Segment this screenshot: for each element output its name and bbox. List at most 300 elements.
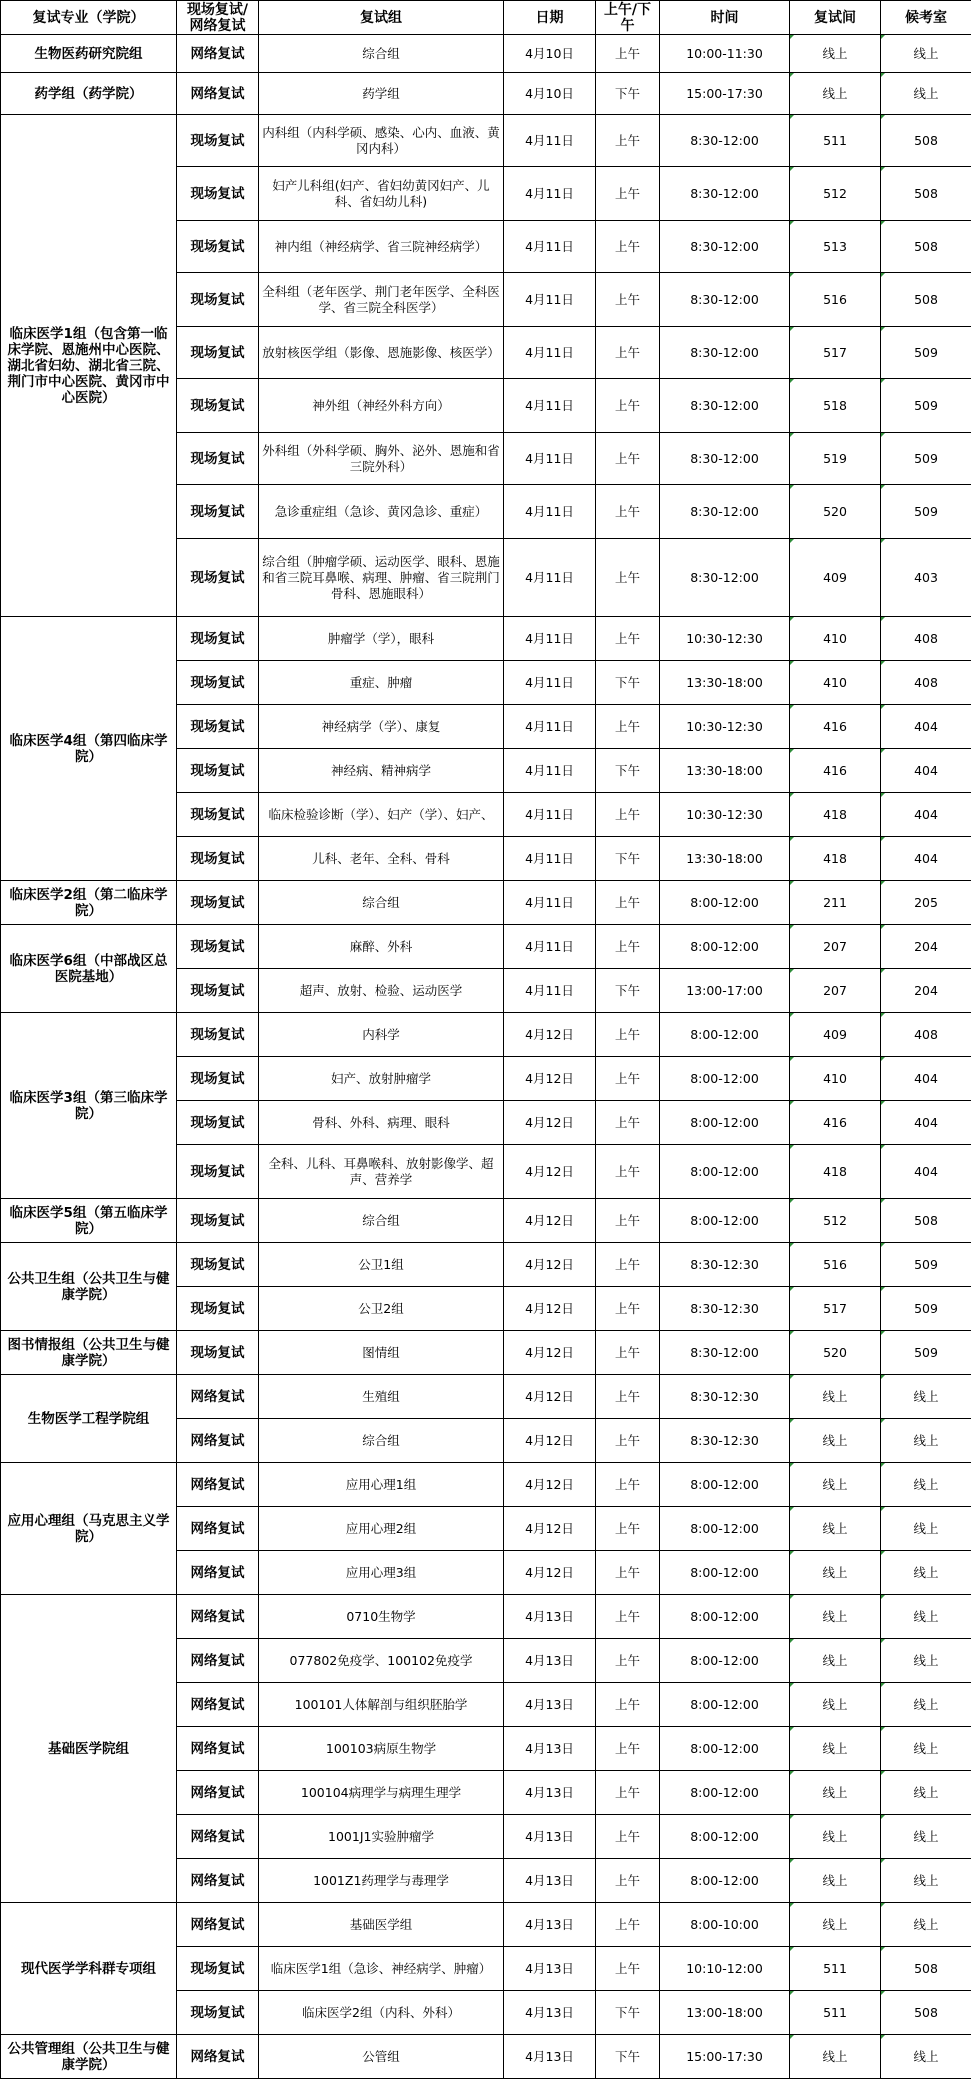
date-cell: 4月11日 xyxy=(504,327,596,379)
date-cell: 4月11日 xyxy=(504,539,596,617)
room-cell-value: 410 xyxy=(823,674,847,690)
room-cell-value: 416 xyxy=(823,718,847,734)
ampm-cell: 下午 xyxy=(596,969,660,1013)
waiting-room-cell xyxy=(881,1551,971,1595)
mode-cell: 网络复试 xyxy=(177,1463,259,1507)
ampm-cell: 下午 xyxy=(596,2035,660,2079)
room-cell xyxy=(790,221,881,273)
room-cell xyxy=(790,327,881,379)
waiting-room-cell xyxy=(881,1815,971,1859)
cell-marker-icon xyxy=(881,273,885,277)
mode-cell: 网络复试 xyxy=(177,1595,259,1639)
table-row xyxy=(1,1903,971,1947)
room-cell-value: 线上 xyxy=(822,1696,848,1712)
room-cell-value: 线上 xyxy=(822,1828,848,1844)
date-cell: 4月12日 xyxy=(504,1287,596,1331)
group-cell: 1001J1实验肿瘤学 xyxy=(259,1815,504,1859)
header-time: 时间 xyxy=(660,1,790,35)
group-cell: 儿科、老年、全科、骨科 xyxy=(259,837,504,881)
group-cell: 临床医学1组（急诊、神经病学、肿瘤） xyxy=(259,1947,504,1991)
mode-cell: 网络复试 xyxy=(177,73,259,115)
time-cell: 8:00-12:00 xyxy=(660,1145,790,1199)
room-cell-value: 线上 xyxy=(822,1388,848,1404)
table-row xyxy=(1,1199,971,1243)
cell-marker-icon xyxy=(881,1243,885,1247)
dept-cell: 应用心理组（马克思主义学院） xyxy=(1,1463,177,1595)
waiting-room-cell xyxy=(881,1683,971,1727)
mode-cell: 现场复试 xyxy=(177,837,259,881)
dept-cell: 药学组（药学院） xyxy=(1,73,177,115)
room-cell-value: 409 xyxy=(823,1026,847,1042)
mode-cell: 现场复试 xyxy=(177,1243,259,1287)
header-group: 复试组 xyxy=(259,1,504,35)
header-ampm: 上午/下午 xyxy=(596,1,660,35)
room-cell xyxy=(790,617,881,661)
waiting-room-cell-value: 408 xyxy=(914,674,938,690)
waiting-room-cell-value: 508 xyxy=(914,1212,938,1228)
room-cell-value: 511 xyxy=(823,132,847,148)
ampm-cell: 上午 xyxy=(596,793,660,837)
waiting-room-cell xyxy=(881,1463,971,1507)
dept-cell: 现代医学学科群专项组 xyxy=(1,1903,177,2035)
waiting-room-cell xyxy=(881,485,971,539)
room-cell xyxy=(790,1145,881,1199)
time-cell: 13:00-17:00 xyxy=(660,969,790,1013)
mode-cell: 网络复试 xyxy=(177,1815,259,1859)
room-cell-value: 520 xyxy=(823,1344,847,1360)
room-cell xyxy=(790,837,881,881)
mode-cell: 网络复试 xyxy=(177,1903,259,1947)
waiting-room-cell-value: 404 xyxy=(914,850,938,866)
cell-marker-icon xyxy=(881,749,885,753)
time-cell: 15:00-17:30 xyxy=(660,2035,790,2079)
cell-marker-icon xyxy=(790,925,794,929)
ampm-cell: 上午 xyxy=(596,1243,660,1287)
table-row xyxy=(1,1331,971,1375)
time-cell: 8:00-12:00 xyxy=(660,1683,790,1727)
date-cell: 4月13日 xyxy=(504,1859,596,1903)
date-cell: 4月10日 xyxy=(504,35,596,73)
time-cell: 8:00-12:00 xyxy=(660,1859,790,1903)
group-cell: 麻醉、外科 xyxy=(259,925,504,969)
room-cell-value: 线上 xyxy=(822,1740,848,1756)
room-cell-value: 线上 xyxy=(822,45,848,61)
group-cell: 放射核医学组（影像、恩施影像、核医学） xyxy=(259,327,504,379)
waiting-room-cell xyxy=(881,705,971,749)
room-cell-value: 207 xyxy=(823,982,847,998)
waiting-room-cell xyxy=(881,1859,971,1903)
cell-marker-icon xyxy=(790,1419,794,1423)
cell-marker-icon xyxy=(790,705,794,709)
ampm-cell: 上午 xyxy=(596,1507,660,1551)
group-cell: 公管组 xyxy=(259,2035,504,2079)
cell-marker-icon xyxy=(790,1013,794,1017)
dept-cell: 公共卫生组（公共卫生与健康学院） xyxy=(1,1243,177,1331)
waiting-room-cell-value: 508 xyxy=(914,185,938,201)
cell-marker-icon xyxy=(881,115,885,119)
room-cell-value: 513 xyxy=(823,238,847,254)
room-cell xyxy=(790,167,881,221)
waiting-room-cell-value: 线上 xyxy=(913,1608,939,1624)
cell-marker-icon xyxy=(881,1375,885,1379)
table-body xyxy=(1,35,971,2079)
cell-marker-icon xyxy=(790,1101,794,1105)
time-cell: 8:00-12:00 xyxy=(660,1727,790,1771)
dept-cell: 生物医药研究院组 xyxy=(1,35,177,73)
cell-marker-icon xyxy=(790,73,794,77)
ampm-cell: 下午 xyxy=(596,661,660,705)
waiting-room-cell xyxy=(881,73,971,115)
room-cell xyxy=(790,539,881,617)
ampm-cell: 上午 xyxy=(596,1815,660,1859)
time-cell: 10:30-12:30 xyxy=(660,705,790,749)
time-cell: 8:00-12:00 xyxy=(660,1771,790,1815)
room-cell-value: 518 xyxy=(823,397,847,413)
room-cell-value: 416 xyxy=(823,762,847,778)
date-cell: 4月13日 xyxy=(504,1991,596,2035)
cell-marker-icon xyxy=(790,793,794,797)
waiting-room-cell-value: 线上 xyxy=(913,1916,939,1932)
room-cell xyxy=(790,1419,881,1463)
waiting-room-cell xyxy=(881,1375,971,1419)
date-cell: 4月12日 xyxy=(504,1331,596,1375)
time-cell: 8:00-12:00 xyxy=(660,1639,790,1683)
time-cell: 8:30-12:00 xyxy=(660,539,790,617)
date-cell: 4月13日 xyxy=(504,1815,596,1859)
date-cell: 4月12日 xyxy=(504,1551,596,1595)
mode-cell: 现场复试 xyxy=(177,925,259,969)
mode-cell: 网络复试 xyxy=(177,1639,259,1683)
header-dept: 复试专业（学院） xyxy=(1,1,177,35)
mode-cell: 网络复试 xyxy=(177,1683,259,1727)
time-cell: 10:30-12:30 xyxy=(660,793,790,837)
waiting-room-cell xyxy=(881,1595,971,1639)
ampm-cell: 上午 xyxy=(596,1463,660,1507)
cell-marker-icon xyxy=(790,273,794,277)
room-cell xyxy=(790,793,881,837)
ampm-cell: 上午 xyxy=(596,1419,660,1463)
waiting-room-cell-value: 线上 xyxy=(913,85,939,101)
time-cell: 8:00-10:00 xyxy=(660,1903,790,1947)
date-cell: 4月11日 xyxy=(504,115,596,167)
waiting-room-cell xyxy=(881,1419,971,1463)
group-cell: 外科组（外科学硕、胸外、泌外、恩施和省三院外科） xyxy=(259,433,504,485)
mode-cell: 现场复试 xyxy=(177,793,259,837)
mode-cell: 网络复试 xyxy=(177,1859,259,1903)
cell-marker-icon xyxy=(790,1375,794,1379)
waiting-room-cell-value: 线上 xyxy=(913,1784,939,1800)
group-cell: 神经病学（学）、康复 xyxy=(259,705,504,749)
waiting-room-cell xyxy=(881,327,971,379)
date-cell: 4月11日 xyxy=(504,273,596,327)
date-cell: 4月11日 xyxy=(504,793,596,837)
room-cell-value: 418 xyxy=(823,1163,847,1179)
mode-cell: 现场复试 xyxy=(177,1991,259,2035)
mode-cell: 现场复试 xyxy=(177,485,259,539)
cell-marker-icon xyxy=(881,881,885,885)
date-cell: 4月11日 xyxy=(504,837,596,881)
dept-cell: 临床医学4组（第四临床学院） xyxy=(1,617,177,881)
cell-marker-icon xyxy=(790,1507,794,1511)
waiting-room-cell-value: 403 xyxy=(914,569,938,585)
room-cell-value: 线上 xyxy=(822,1520,848,1536)
room-cell-value: 410 xyxy=(823,630,847,646)
waiting-room-cell xyxy=(881,379,971,433)
date-cell: 4月11日 xyxy=(504,969,596,1013)
room-cell-value: 409 xyxy=(823,569,847,585)
cell-marker-icon xyxy=(790,327,794,331)
group-cell: 内科组（内科学硕、感染、心内、血液、黄冈内科） xyxy=(259,115,504,167)
room-cell xyxy=(790,705,881,749)
table-row xyxy=(1,1375,971,1419)
room-cell-value: 418 xyxy=(823,806,847,822)
time-cell: 8:30-12:30 xyxy=(660,1375,790,1419)
room-cell xyxy=(790,1463,881,1507)
group-cell: 0710生物学 xyxy=(259,1595,504,1639)
mode-cell: 现场复试 xyxy=(177,617,259,661)
waiting-room-cell xyxy=(881,1903,971,1947)
cell-marker-icon xyxy=(790,837,794,841)
table-row xyxy=(1,115,971,167)
cell-marker-icon xyxy=(790,1903,794,1907)
cell-marker-icon xyxy=(881,433,885,437)
cell-marker-icon xyxy=(881,2035,885,2039)
time-cell: 15:00-17:30 xyxy=(660,73,790,115)
waiting-room-cell-value: 线上 xyxy=(913,45,939,61)
room-cell-value: 418 xyxy=(823,850,847,866)
cell-marker-icon xyxy=(881,1057,885,1061)
cell-marker-icon xyxy=(790,749,794,753)
room-cell xyxy=(790,485,881,539)
room-cell xyxy=(790,1903,881,1947)
room-cell xyxy=(790,379,881,433)
waiting-room-cell-value: 509 xyxy=(914,1256,938,1272)
date-cell: 4月12日 xyxy=(504,1145,596,1199)
ampm-cell: 上午 xyxy=(596,617,660,661)
group-cell: 综合组（肿瘤学硕、运动医学、眼科、恩施和省三院耳鼻喉、病理、肿瘤、省三院荆门骨科、恩施眼科） xyxy=(259,539,504,617)
time-cell: 8:00-12:00 xyxy=(660,1057,790,1101)
cell-marker-icon xyxy=(881,1101,885,1105)
ampm-cell: 上午 xyxy=(596,1903,660,1947)
date-cell: 4月13日 xyxy=(504,1727,596,1771)
cell-marker-icon xyxy=(790,1287,794,1291)
ampm-cell: 上午 xyxy=(596,1331,660,1375)
cell-marker-icon xyxy=(881,327,885,331)
time-cell: 8:30-12:00 xyxy=(660,273,790,327)
group-cell: 超声、放射、检验、运动医学 xyxy=(259,969,504,1013)
header-mode: 现场复试/网络复试 xyxy=(177,1,259,35)
room-cell xyxy=(790,1683,881,1727)
time-cell: 13:30-18:00 xyxy=(660,661,790,705)
room-cell xyxy=(790,1947,881,1991)
cell-marker-icon xyxy=(881,705,885,709)
mode-cell: 网络复试 xyxy=(177,1375,259,1419)
date-cell: 4月11日 xyxy=(504,617,596,661)
mode-cell: 现场复试 xyxy=(177,433,259,485)
group-cell: 综合组 xyxy=(259,881,504,925)
time-cell: 8:30-12:00 xyxy=(660,433,790,485)
cell-marker-icon xyxy=(790,1815,794,1819)
cell-marker-icon xyxy=(881,1815,885,1819)
waiting-room-cell xyxy=(881,1771,971,1815)
table-row xyxy=(1,1243,971,1287)
waiting-room-cell xyxy=(881,1145,971,1199)
ampm-cell: 上午 xyxy=(596,1145,660,1199)
room-cell xyxy=(790,1057,881,1101)
date-cell: 4月13日 xyxy=(504,1683,596,1727)
waiting-room-cell-value: 509 xyxy=(914,397,938,413)
cell-marker-icon xyxy=(881,925,885,929)
mode-cell: 现场复试 xyxy=(177,273,259,327)
cell-marker-icon xyxy=(881,1013,885,1017)
date-cell: 4月10日 xyxy=(504,73,596,115)
mode-cell: 现场复试 xyxy=(177,881,259,925)
waiting-room-cell-value: 408 xyxy=(914,1026,938,1042)
mode-cell: 现场复试 xyxy=(177,1331,259,1375)
dept-cell: 基础医学院组 xyxy=(1,1595,177,1903)
room-cell-value: 511 xyxy=(823,1960,847,1976)
waiting-room-cell-value: 线上 xyxy=(913,1564,939,1580)
group-cell: 临床检验诊断（学）、妇产（学）、妇产、 xyxy=(259,793,504,837)
room-cell-value: 512 xyxy=(823,1212,847,1228)
cell-marker-icon xyxy=(881,1683,885,1687)
waiting-room-cell-value: 509 xyxy=(914,1300,938,1316)
waiting-room-cell-value: 509 xyxy=(914,344,938,360)
waiting-room-cell xyxy=(881,1331,971,1375)
cell-marker-icon xyxy=(881,1463,885,1467)
cell-marker-icon xyxy=(790,1947,794,1951)
cell-marker-icon xyxy=(790,1683,794,1687)
time-cell: 8:30-12:00 xyxy=(660,167,790,221)
room-cell xyxy=(790,1815,881,1859)
group-cell: 妇产、放射肿瘤学 xyxy=(259,1057,504,1101)
room-cell-value: 线上 xyxy=(822,1916,848,1932)
ampm-cell: 上午 xyxy=(596,1287,660,1331)
waiting-room-cell-value: 线上 xyxy=(913,1388,939,1404)
mode-cell: 现场复试 xyxy=(177,1947,259,1991)
waiting-room-cell-value: 509 xyxy=(914,1344,938,1360)
waiting-room-cell xyxy=(881,1991,971,2035)
ampm-cell: 上午 xyxy=(596,273,660,327)
group-cell: 内科学 xyxy=(259,1013,504,1057)
time-cell: 13:30-18:00 xyxy=(660,749,790,793)
ampm-cell: 上午 xyxy=(596,1683,660,1727)
ampm-cell: 上午 xyxy=(596,379,660,433)
cell-marker-icon xyxy=(790,35,794,39)
time-cell: 8:00-12:00 xyxy=(660,881,790,925)
table-row xyxy=(1,35,971,73)
time-cell: 8:30-12:00 xyxy=(660,1331,790,1375)
room-cell xyxy=(790,2035,881,2079)
cell-marker-icon xyxy=(790,969,794,973)
group-cell: 神经病、精神病学 xyxy=(259,749,504,793)
group-cell: 100104病理学与病理生理学 xyxy=(259,1771,504,1815)
room-cell xyxy=(790,433,881,485)
mode-cell: 网络复试 xyxy=(177,1771,259,1815)
group-cell: 临床医学2组（内科、外科） xyxy=(259,1991,504,2035)
room-cell-value: 516 xyxy=(823,291,847,307)
waiting-room-cell xyxy=(881,1199,971,1243)
dept-cell: 临床医学2组（第二临床学院） xyxy=(1,881,177,925)
cell-marker-icon xyxy=(790,167,794,171)
mode-cell: 现场复试 xyxy=(177,221,259,273)
ampm-cell: 上午 xyxy=(596,1859,660,1903)
header-room: 复试间 xyxy=(790,1,881,35)
waiting-room-cell xyxy=(881,2035,971,2079)
time-cell: 8:30-12:30 xyxy=(660,1419,790,1463)
room-cell-value: 线上 xyxy=(822,1784,848,1800)
ampm-cell: 上午 xyxy=(596,1595,660,1639)
cell-marker-icon xyxy=(790,1991,794,1995)
table-row xyxy=(1,617,971,661)
mode-cell: 现场复试 xyxy=(177,1199,259,1243)
date-cell: 4月13日 xyxy=(504,2035,596,2079)
cell-marker-icon xyxy=(790,433,794,437)
ampm-cell: 上午 xyxy=(596,167,660,221)
cell-marker-icon xyxy=(790,1199,794,1203)
date-cell: 4月13日 xyxy=(504,1639,596,1683)
cell-marker-icon xyxy=(790,2035,794,2039)
room-cell xyxy=(790,1727,881,1771)
date-cell: 4月13日 xyxy=(504,1595,596,1639)
waiting-room-cell-value: 408 xyxy=(914,630,938,646)
cell-marker-icon xyxy=(790,221,794,225)
waiting-room-cell xyxy=(881,1243,971,1287)
room-cell xyxy=(790,115,881,167)
cell-marker-icon xyxy=(881,1727,885,1731)
group-cell: 生殖组 xyxy=(259,1375,504,1419)
room-cell-value: 线上 xyxy=(822,1872,848,1888)
time-cell: 8:30-12:00 xyxy=(660,221,790,273)
cell-marker-icon xyxy=(790,881,794,885)
time-cell: 8:30-12:00 xyxy=(660,327,790,379)
room-cell xyxy=(790,1991,881,2035)
room-cell-value: 517 xyxy=(823,344,847,360)
cell-marker-icon xyxy=(881,661,885,665)
mode-cell: 网络复试 xyxy=(177,2035,259,2079)
waiting-room-cell xyxy=(881,115,971,167)
room-cell xyxy=(790,1375,881,1419)
ampm-cell: 上午 xyxy=(596,1771,660,1815)
ampm-cell: 上午 xyxy=(596,539,660,617)
waiting-room-cell-value: 509 xyxy=(914,503,938,519)
cell-marker-icon xyxy=(881,167,885,171)
ampm-cell: 上午 xyxy=(596,925,660,969)
room-cell xyxy=(790,1859,881,1903)
cell-marker-icon xyxy=(790,1859,794,1863)
cell-marker-icon xyxy=(790,115,794,119)
date-cell: 4月12日 xyxy=(504,1375,596,1419)
dept-cell: 公共管理组（公共卫生与健康学院） xyxy=(1,2035,177,2079)
dept-cell: 生物医学工程学院组 xyxy=(1,1375,177,1463)
time-cell: 8:00-12:00 xyxy=(660,1101,790,1145)
table-row xyxy=(1,925,971,969)
room-cell-value: 520 xyxy=(823,503,847,519)
waiting-room-cell-value: 404 xyxy=(914,1163,938,1179)
time-cell: 8:30-12:30 xyxy=(660,1243,790,1287)
ampm-cell: 上午 xyxy=(596,433,660,485)
dept-cell: 图书情报组（公共卫生与健康学院） xyxy=(1,1331,177,1375)
group-cell: 100103病原生物学 xyxy=(259,1727,504,1771)
room-cell xyxy=(790,925,881,969)
waiting-room-cell xyxy=(881,1013,971,1057)
date-cell: 4月12日 xyxy=(504,1101,596,1145)
group-cell: 综合组 xyxy=(259,35,504,73)
waiting-room-cell-value: 404 xyxy=(914,1070,938,1086)
ampm-cell: 上午 xyxy=(596,705,660,749)
group-cell: 综合组 xyxy=(259,1419,504,1463)
mode-cell: 现场复试 xyxy=(177,969,259,1013)
